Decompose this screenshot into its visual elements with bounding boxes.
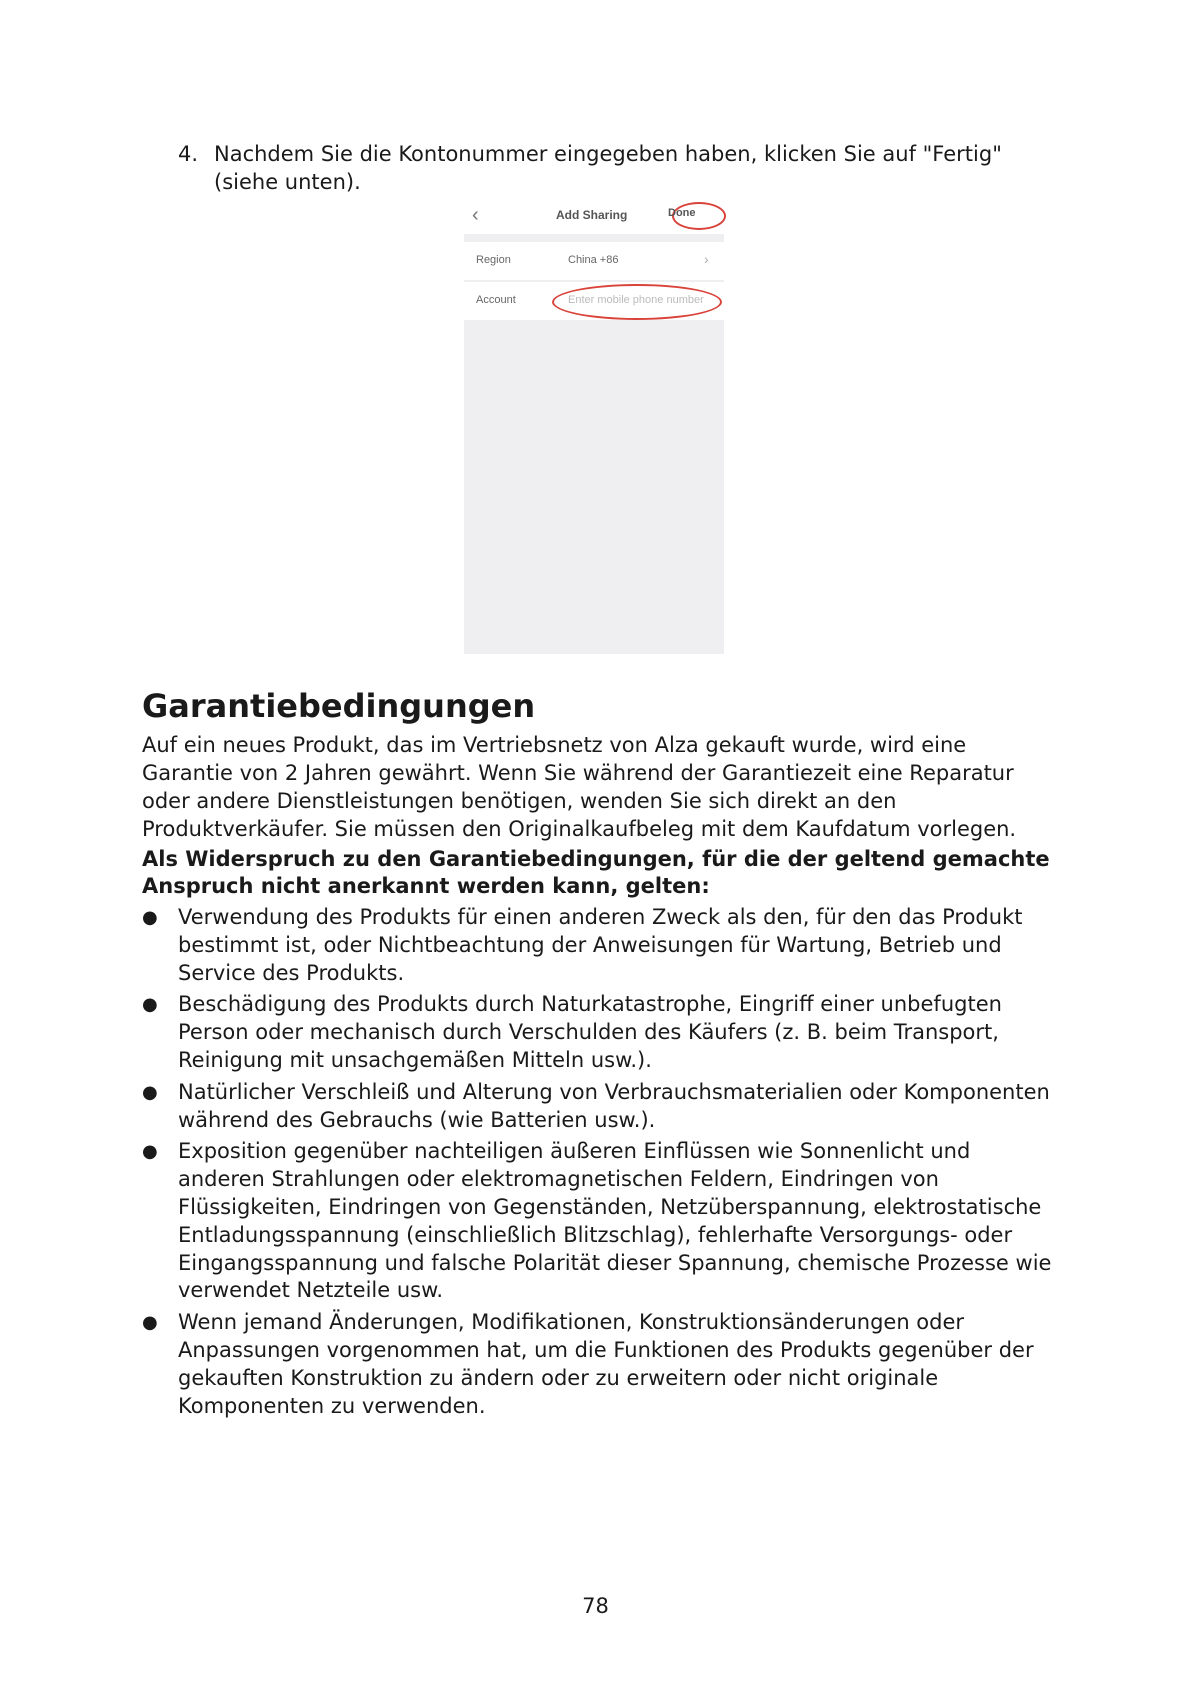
list-item: ● Natürlicher Verschleiß und Alterung von Verbrauchsmaterialien oder Komponenten während des Gebrauchs (wie Batterien usw.). (142, 1079, 1050, 1132)
exclusions-statement: Als Widerspruch zu den Garantiebedingungen, für die der geltend gemachte Anspruch nicht anerkannt werden kann, gelten: (142, 847, 1050, 898)
back-icon[interactable]: ‹ (472, 204, 479, 226)
list-item: ● Beschädigung des Produkts durch Naturkatastrophe, Eingriff einer unbefugten Person oder mechanisch durch Verschulden des Käufers (z. B. beim Transport, Reinigung mit unsachgemäßen Mitteln usw.). (142, 992, 1002, 1072)
step-number: 4. (178, 142, 199, 166)
step-4 (178, 140, 1058, 196)
region-row[interactable] (464, 242, 724, 280)
account-label: Account (476, 294, 516, 306)
step-text: Nachdem Sie die Kontonummer eingegeben haben, klicken Sie auf "Fertig" (siehe unten). (214, 142, 1002, 194)
bullet-icon: ● (142, 1141, 158, 1163)
page-number: 78 (582, 1594, 609, 1618)
list-item: ● Verwendung des Produkts für einen anderen Zweck als den, für den das Produkt bestimmt ist, oder Nichtbeachtung der Anweisungen für Wartung, Betrieb und Service des Produkts. (142, 905, 1023, 985)
bullet-icon: ● (142, 1312, 158, 1334)
list-item: ● Wenn jemand Änderungen, Modifikationen, Konstruktionsänderungen oder Anpassungen vorgenommen hat, um die Funktionen des Produkts gegenüber der gekauften Konstruktion zu ändern oder zu erweitern oder nicht originale Komponenten zu verwenden. (142, 1310, 1034, 1418)
done-button[interactable]: Done (668, 207, 696, 219)
account-row (464, 282, 724, 320)
list-item: ● Exposition gegenüber nachteiligen äußeren Einflüssen wie Sonnenlicht und anderen Strahlungen oder elektromagnetischen Feldern, Eindringen von Flüssigkeiten, Eindringen von Gegenständen, Netzüberspannung, elektrostatische Entladungsspannung (einschließlich Blitzschlag), fehlerhafte Versorgungs- oder Eingangsspannung und falsche Polarität dieser Spannung, chemische Prozesse wie verwendet Netzteile usw. (142, 1139, 1052, 1303)
region-label: Region (476, 254, 511, 266)
warranty-intro: Auf ein neues Produkt, das im Vertriebsnetz von Alza gekauft wurde, wird eine Garantie von 2 Jahren gewährt. Wenn Sie während der Garantiezeit eine Reparatur oder andere Dienstleistungen benötigen, wenden Sie sich direkt an den Produktverkäufer. Sie müssen den Originalkaufbeleg mit dem Kaufdatum vorlegen. (142, 733, 1017, 841)
app-screenshot (464, 198, 724, 654)
exclusions-list (142, 904, 1062, 1424)
account-input[interactable]: Enter mobile phone number (568, 294, 704, 306)
region-value: China +86 (568, 254, 619, 266)
chevron-right-icon: › (704, 251, 709, 267)
app-header (464, 198, 724, 234)
bullet-icon: ● (142, 994, 158, 1016)
bullet-icon: ● (142, 907, 158, 928)
section-heading: Garantiebedingungen (142, 687, 536, 725)
bullet-icon: ● (142, 1081, 158, 1103)
screen-title: Add Sharing (556, 208, 628, 222)
